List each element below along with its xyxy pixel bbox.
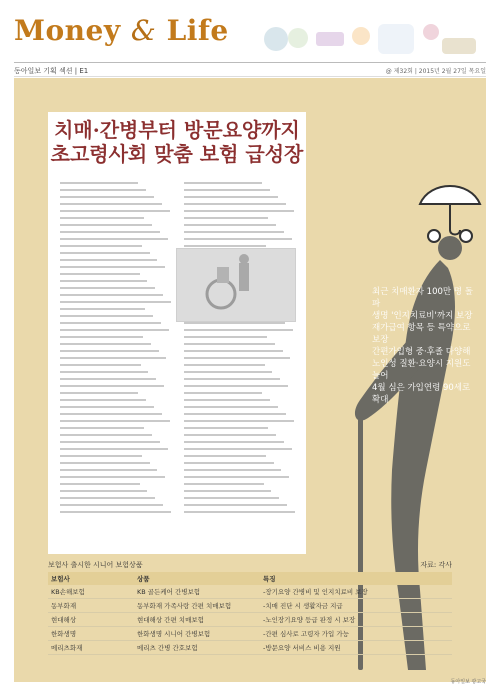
body-text-line <box>60 413 162 415</box>
body-text-line <box>60 462 150 464</box>
table-row <box>48 627 452 641</box>
cell-product: 동부화재 가족사랑 간편 치매보험 <box>134 599 260 613</box>
table-unit: 자료: 각사 <box>420 561 452 569</box>
body-text-line <box>184 511 295 513</box>
pull-quote-line-6: 4월 심은 가입연령 90세로 확대 <box>372 383 471 405</box>
body-text-line <box>184 378 280 380</box>
section-title <box>14 14 229 47</box>
body-text-line <box>184 217 268 219</box>
cell-product: KB 골든케어 간병보험 <box>134 585 260 599</box>
insurance-table <box>48 572 452 655</box>
body-text-line <box>184 392 262 394</box>
body-text-line <box>60 434 152 436</box>
body-text-line <box>184 350 283 352</box>
body-text-line <box>184 182 262 184</box>
article-photo <box>176 248 296 322</box>
body-text-line <box>60 245 142 247</box>
body-text-line <box>184 231 284 233</box>
body-text-line <box>60 364 141 366</box>
body-text-line <box>184 364 265 366</box>
body-text-line <box>184 245 266 247</box>
body-text-line <box>184 224 276 226</box>
body-text-line <box>60 231 160 233</box>
cell-insurer: 동부화재 <box>48 599 134 613</box>
body-text-line <box>60 252 150 254</box>
body-text-line <box>184 441 284 443</box>
col-feature: 특징 <box>260 572 452 585</box>
body-text-line <box>60 469 157 471</box>
body-text-line <box>60 266 165 268</box>
body-text-line <box>60 210 170 212</box>
body-text-line <box>184 448 292 450</box>
cell-insurer: 한화생명 <box>48 627 134 641</box>
body-text-line <box>184 476 289 478</box>
body-text-line <box>60 455 142 457</box>
cell-insurer: 현대해상 <box>48 613 134 627</box>
table-row <box>48 641 452 655</box>
body-text-line <box>184 490 271 492</box>
ad-label: 동아일보 광고국 <box>450 679 486 685</box>
body-text-line <box>60 280 147 282</box>
body-text-line <box>184 329 293 331</box>
section-meta-left: 동아일보 기획 섹션 | E1 <box>14 67 89 75</box>
title-part2: Life <box>166 14 229 47</box>
body-text-line <box>184 455 266 457</box>
header-illustration <box>246 14 486 64</box>
body-text-line <box>60 224 152 226</box>
body-text-line <box>60 378 156 380</box>
body-text-line <box>60 322 161 324</box>
body-text-line <box>184 462 274 464</box>
table-row <box>48 585 452 599</box>
article-body <box>60 182 296 542</box>
body-text-line <box>60 392 138 394</box>
body-text-line <box>60 336 143 338</box>
table-columns <box>48 572 452 585</box>
umbrella-icon <box>420 186 480 242</box>
cell-insurer: KB손해보험 <box>48 585 134 599</box>
body-text-line <box>60 217 144 219</box>
pull-quote <box>372 286 480 406</box>
body-text-line <box>60 294 163 296</box>
table-row <box>48 613 452 627</box>
body-text-line <box>60 406 154 408</box>
body-text-line <box>184 189 270 191</box>
body-text-line <box>60 238 168 240</box>
body-text-line <box>184 504 287 506</box>
body-text-line <box>184 483 264 485</box>
cell-feature: -치매 진단 시 생활자금 지급 <box>260 599 452 613</box>
table-title: 보험사 출시한 시니어 보험상품 <box>48 561 143 569</box>
body-text-line <box>184 203 286 205</box>
body-text-line <box>60 273 140 275</box>
pull-quote-line-5: 노인성 질환·요양시 지원도 늘어 <box>372 359 471 381</box>
body-text-line <box>184 196 278 198</box>
body-text-line <box>60 287 155 289</box>
body-text-line <box>60 308 145 310</box>
body-text-line <box>60 441 160 443</box>
body-column-right <box>184 182 296 542</box>
body-text-line <box>60 448 168 450</box>
body-text-line <box>184 413 286 415</box>
body-text-line <box>60 182 138 184</box>
body-text-line <box>60 301 171 303</box>
body-text-line <box>184 434 276 436</box>
body-text-line <box>184 385 288 387</box>
title-part1: Money <box>14 14 121 47</box>
body-text-line <box>184 406 278 408</box>
body-text-line <box>60 427 144 429</box>
body-text-line <box>60 371 148 373</box>
body-text-line <box>60 315 153 317</box>
body-text-line <box>184 427 268 429</box>
col-product: 상품 <box>134 572 260 585</box>
section-meta-right: @ 제32회 | 2015년 2월 27일 목요일 <box>385 68 486 75</box>
header-subrule <box>14 76 486 77</box>
body-text-line <box>184 497 279 499</box>
body-text-line <box>184 357 290 359</box>
body-text-line <box>60 196 154 198</box>
body-text-line <box>60 497 155 499</box>
header-rule <box>14 62 486 63</box>
table-header-row <box>48 560 452 570</box>
body-text-line <box>60 259 157 261</box>
body-text-line <box>184 469 281 471</box>
body-text-line <box>60 476 165 478</box>
body-text-line <box>60 511 171 513</box>
title-amp: & <box>130 14 157 47</box>
body-text-line <box>60 504 163 506</box>
body-text-line <box>60 490 147 492</box>
body-text-line <box>184 420 294 422</box>
cell-product: 메리츠 간병 간호보험 <box>134 641 260 655</box>
cell-feature: -방문요양 서비스 비용 지원 <box>260 641 452 655</box>
body-text-line <box>60 357 166 359</box>
masthead <box>14 14 486 58</box>
table-row <box>48 599 452 613</box>
body-text-line <box>60 420 170 422</box>
body-text-line <box>60 203 162 205</box>
cell-product: 한화생명 시니어 간병보험 <box>134 627 260 641</box>
article-headline <box>48 118 306 166</box>
body-text-line <box>60 343 151 345</box>
headline-line-2: 초고령사회 맞춤 보험 급성장 <box>50 142 304 166</box>
cell-product: 현대해상 간편 치매보험 <box>134 613 260 627</box>
body-text-line <box>184 238 292 240</box>
body-text-line <box>60 329 169 331</box>
pull-quote-line-3: 재가급여 항목 등 특약으로 보장 <box>372 323 471 345</box>
body-text-line <box>184 371 272 373</box>
pull-quote-line-2: 생명 '인지치료비'까지 보장 <box>372 311 473 321</box>
cell-feature: -노인장기요양 등급 판정 시 보장 <box>260 613 452 627</box>
body-text-line <box>184 210 294 212</box>
body-text-line <box>60 350 159 352</box>
headline-line-1: 치매·간병부터 방문요양까지 <box>54 118 300 142</box>
cell-feature: -장기요양 간병비 및 인지치료비 보장 <box>260 585 452 599</box>
wheelchair-photo-icon <box>177 249 295 321</box>
body-text-line <box>60 483 140 485</box>
pull-quote-line-4: 간편가입형 중·후졸 다양해 <box>372 347 471 357</box>
body-text-line <box>60 189 146 191</box>
body-column-left <box>60 182 172 542</box>
body-text-line <box>184 336 267 338</box>
body-text-line <box>184 343 275 345</box>
cell-insurer: 메리츠화재 <box>48 641 134 655</box>
body-text-line <box>60 399 146 401</box>
col-insurer: 보험사 <box>48 572 134 585</box>
cell-feature: -간편 심사로 고령자 가입 가능 <box>260 627 452 641</box>
insurance-table-block <box>48 560 452 670</box>
body-text-line <box>184 399 270 401</box>
body-text-line <box>60 385 164 387</box>
pull-quote-line-1: 최근 치매환자 100만 명 돌파 <box>372 287 473 309</box>
